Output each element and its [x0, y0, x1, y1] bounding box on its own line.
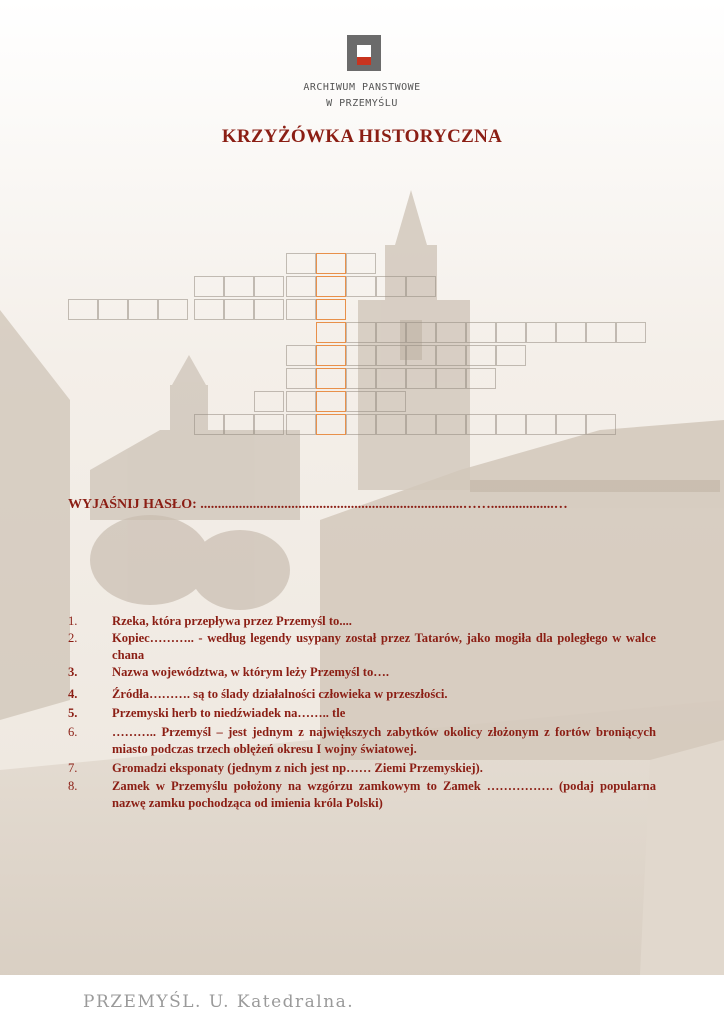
crossword-cell-key[interactable] — [316, 368, 346, 389]
crossword-cell[interactable] — [376, 276, 406, 297]
crossword-cell[interactable] — [254, 276, 284, 297]
clue-number: 3. — [68, 665, 78, 679]
crossword-cell[interactable] — [286, 414, 316, 435]
crossword-cell[interactable] — [466, 368, 496, 389]
crossword-cell[interactable] — [346, 322, 376, 343]
clue-text: Nazwa województwa, w którym leży Przemyśl to…. — [112, 665, 389, 679]
crossword-cell[interactable] — [346, 345, 376, 366]
clue-number: 6. — [68, 725, 78, 739]
password-answer-line[interactable]: ...........................................................................……..................… — [200, 497, 568, 512]
crossword-cell[interactable] — [68, 299, 98, 320]
crossword-cell[interactable] — [586, 414, 616, 435]
crossword-cell[interactable] — [496, 322, 526, 343]
clue-number: 8. — [68, 779, 78, 793]
crossword-cell[interactable] — [346, 391, 376, 412]
crossword-cell[interactable] — [556, 322, 586, 343]
crossword-cell[interactable] — [436, 368, 466, 389]
password-prompt-label: WYJAŚNIJ HASŁO: — [68, 497, 197, 512]
clue-text: Źródła………. są to ślady działalności człowieka w przeszłości. — [112, 687, 448, 701]
crossword-cell[interactable] — [98, 299, 128, 320]
clue-text: Gromadzi eksponaty (jednym z nich jest np…… Ziemi Przemyskiej). — [112, 761, 483, 775]
photo-caption: PRZEMYŚL. U. Katedralna. — [83, 992, 355, 1012]
crossword-cell[interactable] — [376, 368, 406, 389]
crossword-cell[interactable] — [224, 276, 254, 297]
crossword-cell[interactable] — [406, 345, 436, 366]
page-title: KRZYŻÓWKA HISTORYCZNA — [221, 126, 503, 147]
crossword-cell[interactable] — [286, 368, 316, 389]
crossword-cell[interactable] — [286, 391, 316, 412]
archive-logo — [347, 35, 381, 71]
crossword-cell[interactable] — [346, 276, 376, 297]
crossword-cell[interactable] — [526, 414, 556, 435]
organization-name-line2: W PRZEMYŚLU — [326, 98, 398, 109]
crossword-cell[interactable] — [128, 299, 158, 320]
clue-number: 1. — [68, 614, 78, 628]
crossword-cell[interactable] — [376, 345, 406, 366]
crossword-cell[interactable] — [376, 391, 406, 412]
crossword-cell[interactable] — [556, 414, 586, 435]
crossword-cell[interactable] — [586, 322, 616, 343]
clue-number: 7. — [68, 761, 78, 775]
crossword-cell[interactable] — [496, 345, 526, 366]
crossword-cell[interactable] — [496, 414, 526, 435]
crossword-cell[interactable] — [158, 299, 188, 320]
clue-number: 2. — [68, 631, 78, 645]
crossword-cell[interactable] — [286, 276, 316, 297]
crossword-cell[interactable] — [406, 368, 436, 389]
crossword-cell-key[interactable] — [316, 414, 346, 435]
crossword-cell[interactable] — [224, 299, 254, 320]
password-prompt — [68, 497, 568, 513]
crossword-cell[interactable] — [406, 414, 436, 435]
crossword-cell[interactable] — [194, 414, 224, 435]
crossword-cell[interactable] — [406, 322, 436, 343]
crossword-cell[interactable] — [436, 322, 466, 343]
clue-number: 4. — [68, 687, 78, 701]
crossword-cell[interactable] — [436, 345, 466, 366]
crossword-cell[interactable] — [286, 345, 316, 366]
crossword-cell[interactable] — [254, 299, 284, 320]
crossword-cell-key[interactable] — [316, 391, 346, 412]
clue-text: Kopiec……….. - według legendy usypany został przez Tatarów, jako mogiła dla poległego w walce chana — [112, 631, 656, 662]
crossword-cell[interactable] — [616, 322, 646, 343]
crossword-cell[interactable] — [466, 322, 496, 343]
crossword-cell[interactable] — [346, 414, 376, 435]
organization-name-line1: ARCHIWUM PANSTWOWE — [303, 82, 421, 93]
crossword-cell[interactable] — [194, 299, 224, 320]
crossword-cell[interactable] — [286, 299, 316, 320]
crossword-cell[interactable] — [526, 322, 556, 343]
crossword-cell-key[interactable] — [316, 322, 346, 343]
crossword-cell[interactable] — [376, 414, 406, 435]
clue-text: Rzeka, która przepływa przez Przemyśl to.... — [112, 614, 352, 628]
crossword-cell[interactable] — [224, 414, 254, 435]
crossword-cell-key[interactable] — [316, 299, 346, 320]
crossword-cell-key[interactable] — [316, 253, 346, 274]
crossword-cell[interactable] — [466, 414, 496, 435]
crossword-cell[interactable] — [346, 253, 376, 274]
crossword-cell[interactable] — [436, 414, 466, 435]
crossword-cell[interactable] — [194, 276, 224, 297]
crossword-cell-key[interactable] — [316, 345, 346, 366]
clue-text: Przemyski herb to niedźwiadek na…….. tle — [112, 706, 346, 720]
crossword-cell[interactable] — [286, 253, 316, 274]
clue-text: Zamek w Przemyślu położony na wzgórzu zamkowym to Zamek ……………. (podaj popularna nazwę zamku pochodząca od imienia króla Polski) — [112, 779, 656, 810]
crossword-cell[interactable] — [466, 345, 496, 366]
clue-number: 5. — [68, 706, 78, 720]
crossword-cell[interactable] — [406, 276, 436, 297]
crossword-cell[interactable] — [376, 322, 406, 343]
clue-text: ……….. Przemyśl – jest jednym z największych zabytków okolicy złożonym z fortów broniących miasto podczas trzech oblężeń okresu I wojny światowej. — [112, 725, 656, 756]
crossword-cell[interactable] — [346, 368, 376, 389]
crossword-cell[interactable] — [254, 414, 284, 435]
crossword-cell[interactable] — [254, 391, 284, 412]
crossword-cell-key[interactable] — [316, 276, 346, 297]
